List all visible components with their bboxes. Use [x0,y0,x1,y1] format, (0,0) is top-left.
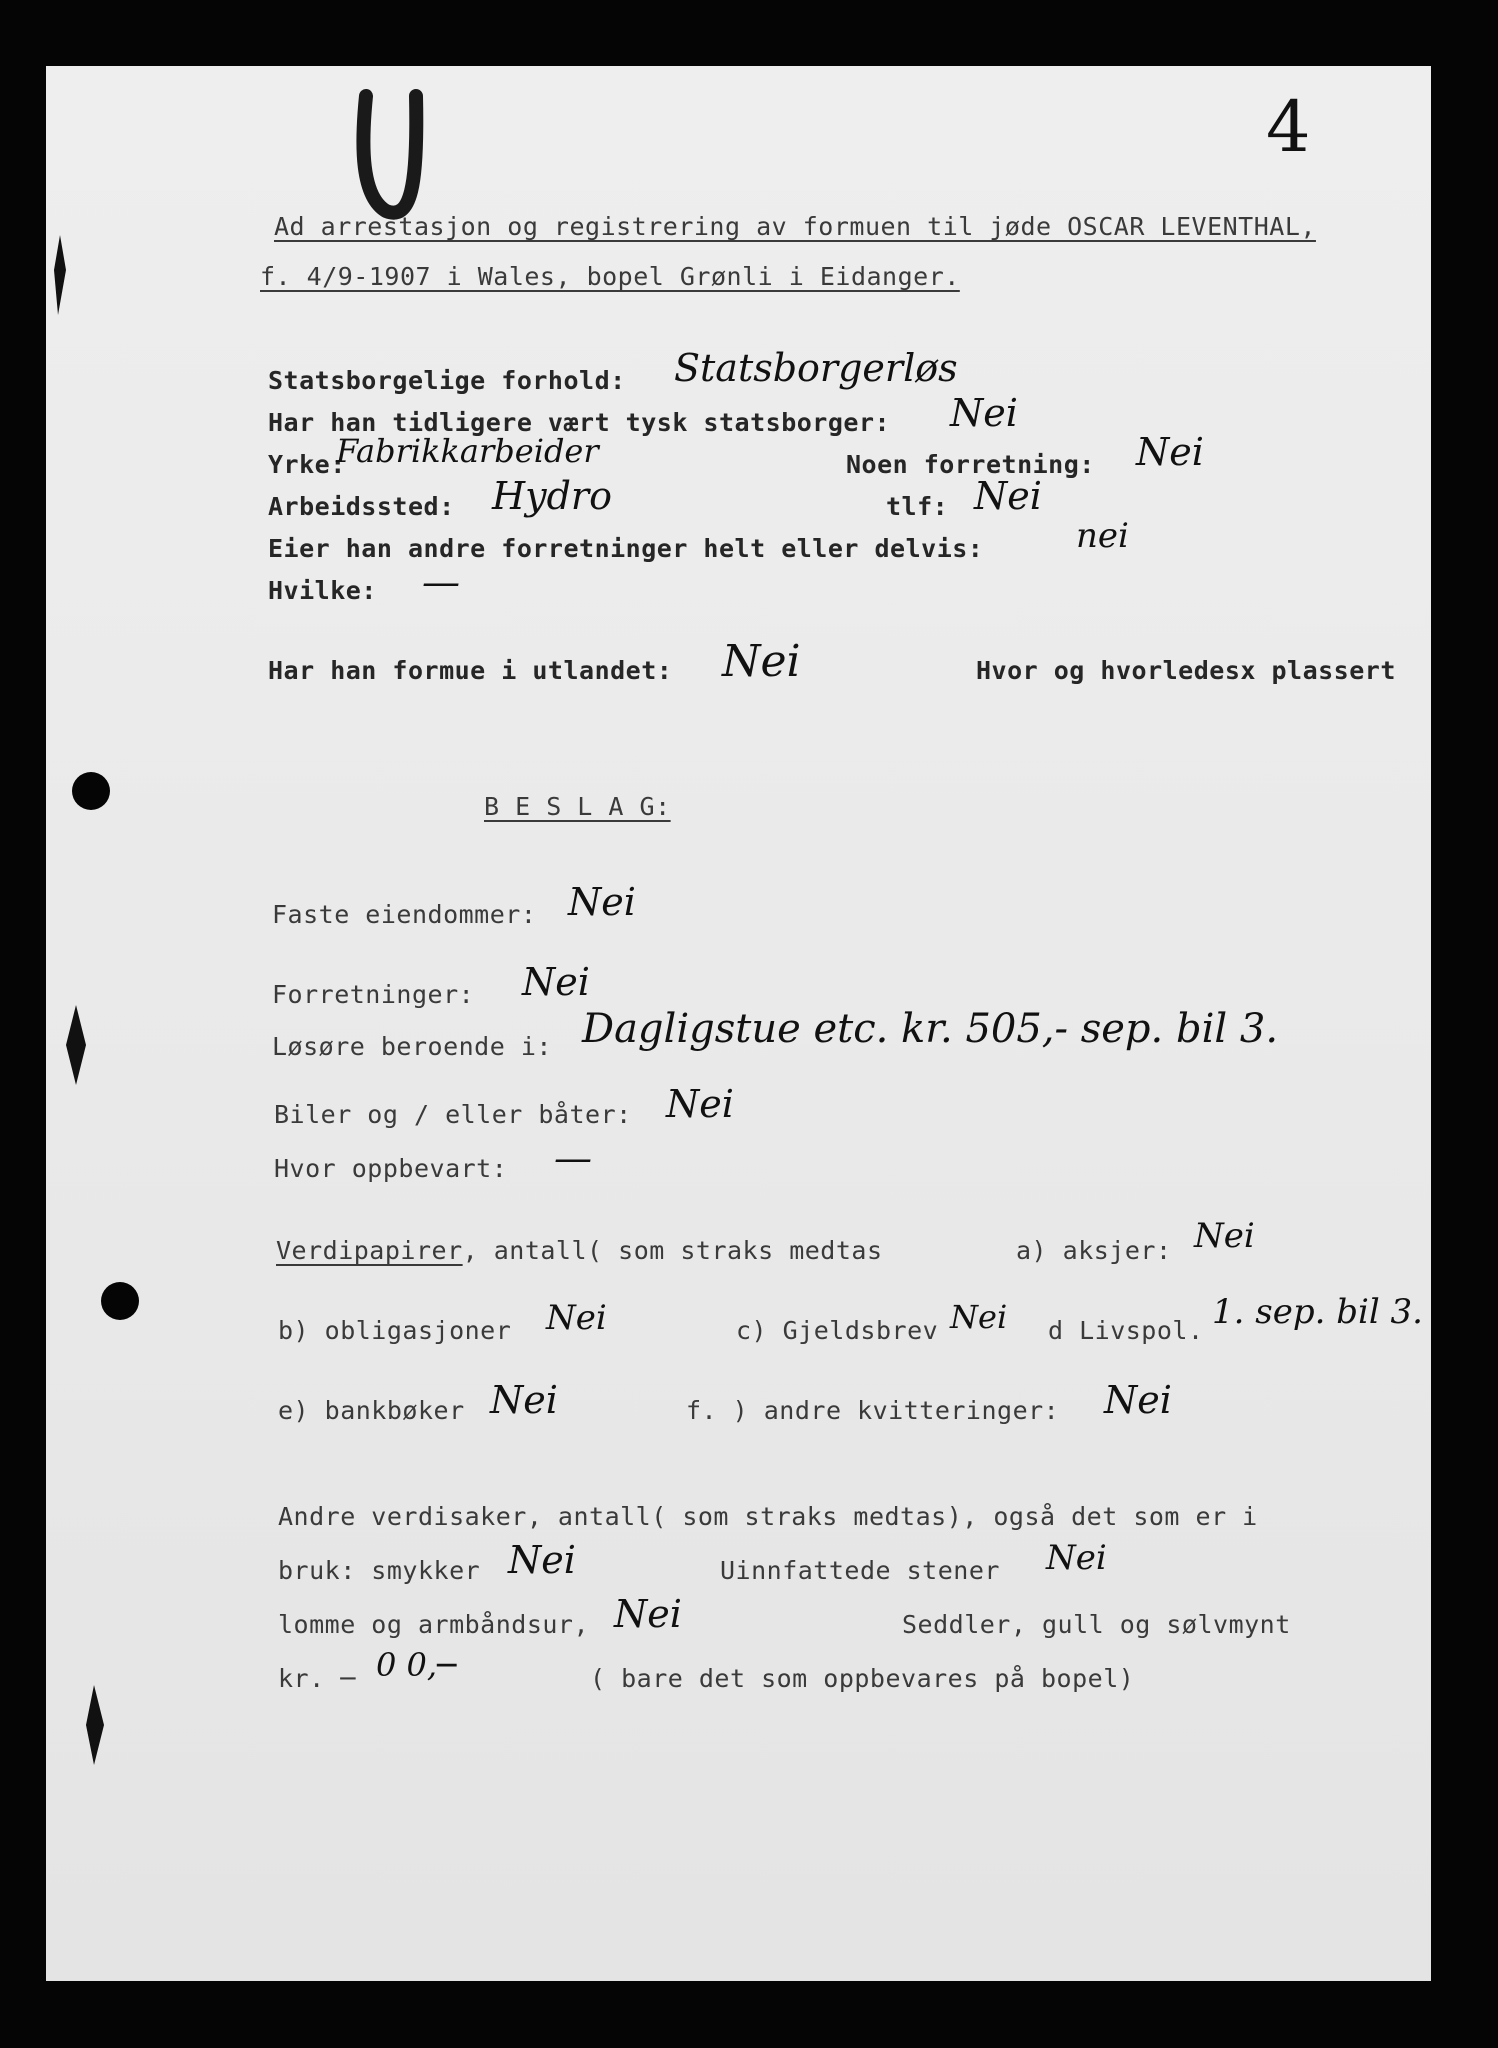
utlandet-value: Nei [722,636,801,687]
kr-value: 0 0,─ [376,1646,457,1684]
obligasjoner-label: b) obligasjoner [278,1316,512,1345]
forretninger-label: Forretninger: [272,980,475,1009]
yrke-label: Yrke: [268,450,346,479]
obligasjoner-value: Nei [546,1298,607,1338]
binding-mark-2 [62,1000,90,1090]
aksjer-value: Nei [1194,1216,1255,1256]
hvor-oppbevart-label: Hvor oppbevart: [274,1154,508,1183]
verdipapirer-label: Verdipapirer [276,1236,463,1265]
eier-value: nei [1076,516,1129,556]
arbeidssted-label: Arbeidssted: [268,492,455,521]
livspol-label: d Livspol. [1048,1316,1204,1345]
tlf-label: tlf: [886,492,949,521]
smykker-label: bruk: smykker [278,1556,481,1585]
losore-value: Dagligstue etc. kr. 505,- sep. bil 3. [582,1006,1279,1052]
binding-mark-3 [82,1680,110,1770]
aksjer-label: a) aksjer: [1016,1236,1172,1265]
kvitteringer-value: Nei [1104,1378,1172,1422]
hvilke-label: Hvilke: [268,576,377,605]
heading-line-1: Ad arrestasjon og registrering av formuen til jøde OSCAR LEVENTHAL, [274,212,1316,241]
bankboker-label: e) bankbøker [278,1396,465,1425]
tysk-value: Nei [950,391,1018,435]
andre-line-1: Andre verdisaker, antall( som straks medtas), også det som er i [278,1502,1258,1531]
forretning-label: Noen forretning: [846,450,1095,479]
punch-hole-bottom [101,1282,139,1320]
document-page [46,66,1431,1981]
kr-label: kr. ─ [278,1664,356,1693]
losore-label: Løsøre beroende i: [272,1032,552,1061]
statsborgelige-label: Statsborgelige forhold: [268,366,626,395]
forretninger-value: Nei [522,960,590,1004]
binding-mark-1 [48,230,72,320]
eier-label: Eier han andre forretninger helt eller delvis: [268,534,984,563]
biler-label: Biler og / eller båter: [274,1100,632,1129]
forretning-value: Nei [1136,430,1204,474]
livspol-value: 1. sep. bil 3. [1212,1292,1423,1332]
hvor-oppbevart-value: — [554,1136,592,1180]
lomme-value: Nei [614,1592,682,1636]
arbeidssted-value: Hydro [492,474,612,518]
stener-label: Uinnfattede stener [720,1556,1000,1585]
tysk-label: Har han tidligere vært tysk statsborger: [268,408,891,437]
smykker-value: Nei [508,1538,576,1582]
seddler-label: Seddler, gull og sølvmynt [902,1610,1291,1639]
verdipapirer-text: , antall( som straks medtas [462,1236,883,1265]
utlandet-label: Har han formue i utlandet: [268,656,673,685]
kvitteringer-label: f. ) andre kvitteringer: [686,1396,1060,1425]
tlf-value: Nei [974,474,1042,518]
gjeldsbrev-label: c) Gjeldsbrev [736,1316,939,1345]
lomme-label: lomme og armbåndsur, [278,1610,590,1639]
hvilke-value: — [422,560,460,604]
verdipapirer-line [276,1236,883,1265]
heading-line-2: f. 4/9-1907 i Wales, bopel Grønli i Eidanger. [260,262,960,291]
punch-hole-top [72,772,110,810]
stener-value: Nei [1046,1538,1107,1578]
yrke-value: Fabrikkarbeider [336,432,599,470]
bankboker-value: Nei [490,1378,558,1422]
statsborgelige-value: Statsborgerløs [674,346,958,390]
faste-label: Faste eiendommer: [272,900,537,929]
bopel-note: ( bare det som oppbevares på bopel) [590,1664,1135,1693]
gjeldsbrev-value: Nei [950,1298,1008,1336]
beslag-title: B E S L A G: [484,792,671,821]
hvor-label: Hvor og hvorledesx plassert [976,656,1396,685]
biler-value: Nei [666,1082,734,1126]
faste-value: Nei [568,880,636,924]
page-number: 4 [1266,86,1311,168]
